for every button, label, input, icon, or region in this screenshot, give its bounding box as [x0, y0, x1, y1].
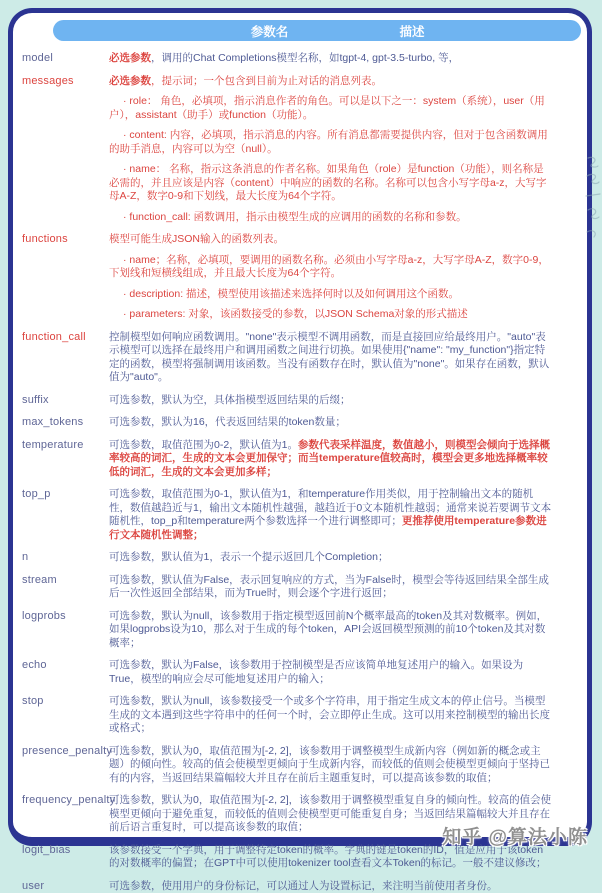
- param-name: user: [22, 880, 109, 893]
- description-paragraph: [109, 233, 553, 247]
- text-segment: 模型可能生成JSON输入的函数列表。: [109, 233, 284, 245]
- text-segment: · function_call: 函数调用，指示由模型生成的应调用的函数的名称和参数。: [123, 211, 467, 223]
- param-description: [109, 416, 553, 430]
- zhihu-watermark: 知乎 @算法小陈: [442, 822, 588, 849]
- text-segment: · parameters: 对象，该函数接受的参数，以JSON Schema对象的形式描述: [123, 308, 468, 320]
- description-paragraph: [109, 659, 553, 686]
- param-name: functions: [22, 233, 109, 247]
- param-description: [109, 551, 553, 565]
- param-name: temperature: [22, 439, 109, 453]
- text-segment: 可选参数，默认为null，该参数接受一个或多个字符串，用于指定生成文本的停止信号。当模型生成的文本遇到这些字符串中的任何一个时，会立即停止生成。这可以用来控制模型的输出长度或格式；: [109, 695, 550, 734]
- param-name: presence_penalty: [22, 745, 109, 759]
- param-name: top_p: [22, 488, 109, 502]
- param-name: function_call: [22, 331, 109, 345]
- text-segment: · role： 角色，必填项，指示消息作者的角色。可以是以下之一：system（系统），user（用户），assistant（助手）或function（功能）。: [109, 95, 545, 121]
- param-name: logprobs: [22, 610, 109, 624]
- description-paragraph: [109, 394, 553, 408]
- param-description: [109, 745, 553, 786]
- param-name: echo: [22, 659, 109, 673]
- text-segment: 可选参数，取值范围为0-2，默认值为1。: [109, 439, 298, 451]
- handwritten-watermark: [584, 152, 602, 244]
- text-segment: · description: 描述，模型使用该描述来选择何时以及如何调用这个函数。: [123, 288, 459, 300]
- param-description: [109, 880, 553, 893]
- description-paragraph: [109, 551, 553, 565]
- table-row: [22, 610, 553, 651]
- param-name: frequency_penalty: [22, 794, 109, 808]
- param-description: [109, 439, 553, 480]
- header-param-name: 参数名: [251, 22, 289, 40]
- text-segment: ，提示词；一个包含到目前为止对话的消息列表。: [151, 75, 382, 87]
- description-paragraph: [109, 488, 553, 542]
- description-paragraph: [109, 308, 553, 322]
- text-segment: 可选参数，使用用户的身份标记，可以通过人为设置标记，来注明当前使用者身份。: [109, 880, 498, 892]
- description-paragraph: [109, 416, 553, 430]
- text-segment: 可选参数，取值范围为0-1，默认值为1，和temperature作用类似，用于控制输出文本的随机性，数值越趋近与1，输出文本随机性越强，越趋近于0文本随机性越弱；通常来说若要调节文本随机性，top_p和temperature两个参数选择一个进行调整即可；: [109, 488, 551, 527]
- table-row: [22, 659, 553, 686]
- table-row: [22, 233, 553, 322]
- text-segment: 更推荐使用temperature参数进行文本随机性调整；: [109, 515, 547, 541]
- param-name: logit_bias: [22, 844, 109, 858]
- table-row: [22, 880, 553, 893]
- table-body: [13, 45, 587, 893]
- table-row: [22, 416, 553, 430]
- table-frame: [8, 8, 592, 846]
- table-row: [22, 745, 553, 786]
- description-paragraph: [109, 75, 553, 89]
- table-row: [22, 695, 553, 736]
- text-segment: · name： 名称，指示这条消息的作者名称。如果角色（role）是function（功能），则名称是必需的，并且应该是内容（content）中响应的函数的名称。名称可以包含小写字母a-z，大写字母A-Z，数字0-9和下划线，最大长度为64个字符。: [109, 163, 547, 202]
- text-segment: 参数代表采样温度，数值越小，则模型会倾向于选择概率较高的词汇，生成的文本会更加保守；而当temperature值较高时，模型会更多地选择概率较低的词汇，生成的文本会更加多样；: [109, 439, 550, 478]
- param-description: [109, 52, 553, 66]
- text-segment: 可选参数，默认为16，代表返回结果的token数量；: [109, 416, 346, 428]
- param-description: [109, 574, 553, 601]
- text-segment: 可选参数，默认为0，取值范围为[-2, 2]，该参数用于调整模型重复自身的倾向性。较高的值会使模型更倾向于避免重复，而较低的值则会使模型更可能重复自身；当返回结果篇幅较大并且存在前后语言重复时，可以提高该参数的取值；: [109, 794, 551, 833]
- param-name: max_tokens: [22, 416, 109, 430]
- description-paragraph: [109, 211, 553, 225]
- text-segment: 控制模型如何响应函数调用。"none"表示模型不调用函数，而是直接回应给最终用户。"auto"表示模型可以选择在最终用户和调用函数之间进行切换。如果使用{"name": "my_function"}指定特定的函数，模型将强制调用该函数。当没有函数存在时，默认值为"none"。如果存在函数，默认值为"auto"。: [109, 331, 549, 384]
- table-row: [22, 488, 553, 542]
- table-row: [22, 551, 553, 565]
- description-paragraph: [109, 574, 553, 601]
- text-segment: · name；名称，必填项，要调用的函数名称。必须由小写字母a-z，大写字母A-Z，数字0-9，下划线和短横线组成，并且最大长度为64个字符。: [109, 254, 549, 280]
- table-header: [53, 20, 581, 41]
- description-paragraph: [109, 254, 553, 281]
- param-name: suffix: [22, 394, 109, 408]
- table-row: [22, 75, 553, 225]
- table-row: [22, 331, 553, 385]
- text-segment: · content: 内容，必填项，指示消息的内容。所有消息都需要提供内容，但对于包含函数调用的助手消息，内容可以为空（null）。: [109, 129, 548, 155]
- param-name: stream: [22, 574, 109, 588]
- param-description: [109, 695, 553, 736]
- description-paragraph: [109, 695, 553, 736]
- text-segment: 可选参数，默认为0，取值范围为[-2, 2]，该参数用于调整模型生成新内容（例如新的概念或主题）的倾向性。较高的值会使模型更倾向于生成新内容，而较低的值则会使模型更倾向于坚持已有的内容，当返回结果篇幅较大并且存在前后主题重复时，可以提高该参数的取值；: [109, 745, 550, 784]
- text-segment: 可选参数，默认为空，具体指模型返回结果的后缀；: [109, 394, 351, 406]
- param-description: [109, 659, 553, 686]
- description-paragraph: [109, 163, 553, 204]
- text-segment: 可选参数，默认值为1，表示一个提示返回几个Completion；: [109, 551, 388, 563]
- text-segment: 该参数接受一个字典，用于调整特定token的概率。字典的键是token的ID，值是应用于该token的对数概率的偏置；在GPT中可以使用tokenizer tool查看文本Token的标记。一般不建议修改；: [109, 844, 547, 870]
- description-paragraph: [109, 288, 553, 302]
- param-description: [109, 233, 553, 322]
- table-row: [22, 574, 553, 601]
- description-paragraph: [109, 331, 553, 385]
- param-description: [109, 331, 553, 385]
- text-segment: 可选参数，默认值为False，表示回复响应的方式，当为False时，模型会等待返回结果全部生成后一次性返回全部结果，而为True时，则会逐个字进行返回；: [109, 574, 549, 600]
- text-segment: 可选参数，默认为False，该参数用于控制模型是否应该简单地复述用户的输入。如果设为True，模型的响应会尽可能地复述用户的输入；: [109, 659, 523, 685]
- param-name: messages: [22, 75, 109, 89]
- description-paragraph: [109, 610, 553, 651]
- table-row: [22, 439, 553, 480]
- description-paragraph: [109, 880, 553, 893]
- description-paragraph: [109, 129, 553, 156]
- param-name: stop: [22, 695, 109, 709]
- param-name: model: [22, 52, 109, 66]
- description-paragraph: [109, 745, 553, 786]
- text-segment: 必选参数: [109, 52, 151, 64]
- description-paragraph: [109, 52, 553, 66]
- param-name: n: [22, 551, 109, 565]
- text-segment: ，调用的Chat Completions模型名称，如tgpt-4, gpt-3.5-turbo, 等，: [151, 52, 459, 64]
- description-paragraph: [109, 95, 553, 122]
- description-paragraph: [109, 439, 553, 480]
- text-segment: 可选参数，默认为null，该参数用于指定模型返回前N个概率最高的token及其对数概率。例如，如果logprobs设为10，那么对于生成的每个token，API会返回模型预测的前10个token及其对数概率；: [109, 610, 547, 649]
- param-description: [109, 394, 553, 408]
- table-row: [22, 394, 553, 408]
- param-description: [109, 610, 553, 651]
- param-description: [109, 488, 553, 542]
- table-row: [22, 52, 553, 66]
- param-description: [109, 75, 553, 225]
- header-description: 描述: [400, 22, 425, 40]
- text-segment: 必选参数: [109, 75, 151, 87]
